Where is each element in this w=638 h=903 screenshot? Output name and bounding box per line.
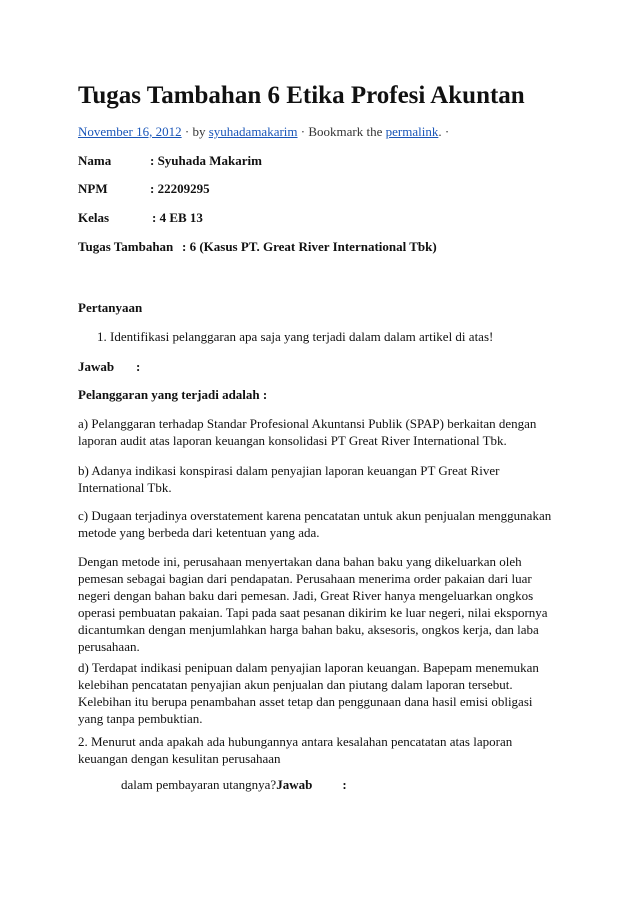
info-label: NPM [78,181,108,196]
meta-separator: · by [181,124,209,139]
info-label: Tugas Tambahan [78,239,174,254]
question-2-continued [121,776,551,793]
post-title: Tugas Tambahan 6 Etika Profesi Akuntan [78,82,525,109]
info-label: Nama [78,153,112,168]
info-value: : 6 (Kasus PT. Great River International Tbk) [182,239,437,254]
meta-separator: · Bookmark the [297,124,386,139]
answer-label-text: Jawab [78,359,115,374]
answer-label [78,358,578,375]
violation-d: d) Terdapat indikasi penipuan dalam penyajian laporan keuangan. Bapepam menemukan kelebihan pencatatan penyajian akun penjualan dan piutang dalam laporan tersebut. Kelebihan itu berupa penambahan asset tetap dan penggunaan dana hasil emisi obligasi yang tanpa pembuktian. [78,660,539,726]
author-link[interactable]: syuhadamakarim [208,124,298,139]
info-nama [78,153,262,169]
info-npm [78,181,210,197]
violations-heading: Pelanggaran yang terjadi adalah : [78,387,268,402]
meta-separator: . · [438,124,450,139]
question-1: 1. Identifikasi pelanggaran apa saja yang terjadi dalam dalam artikel di atas! [97,329,494,344]
info-tugas [78,239,437,255]
post-date-link[interactable]: November 16, 2012 [78,124,182,139]
post-meta [78,124,449,140]
answer-label-2: Jawab [276,777,313,792]
answer-colon-2: : [342,777,347,792]
info-value: : 22209295 [150,181,210,196]
violation-c-detail: Dengan metode ini, perusahaan menyertakan dana bahan baku yang dikeluarkan oleh pemesan sebagai bagian dari pendapatan. Perusahaan menerima order pakaian dari luar negeri dengan bahan baku dari pemesan. Jadi, Great River hanya mengeluarkan ongkos operasi pembuatan pakaian. Tapi pada saat pesanan dikirim ke luar negeri, nilai ekspornya dicantumkan dengan menjumlahkan harga bahan baku, aksesoris, ongkos kerja, dan laba perusahaan. [78,554,548,654]
violation-a: a) Pelanggaran terhadap Standar Profesional Akuntansi Publik (SPAP) berkaitan dengan laporan audit atas laporan keuangan konsolidasi PT Great River International Tbk. [78,416,537,448]
info-label: Kelas [78,210,110,225]
permalink-link[interactable]: permalink [385,124,439,139]
info-value: : 4 EB 13 [152,210,203,225]
violation-c: c) Dugaan terjadinya overstatement karena pencatatan untuk akun penjualan menggunakan metode yang berbeda dari ketentuan yang ada. [78,508,552,540]
info-value: : Syuhada Makarim [150,153,262,168]
violation-b: b) Adanya indikasi konspirasi dalam penyajian laporan keuangan PT Great River International Tbk. [78,463,500,495]
info-kelas [78,210,203,226]
question-2: 2. Menurut anda apakah ada hubungannya antara kesalahan pencatatan atas laporan keuangan dengan kesulitan perusahaan [78,734,513,766]
question-2-text: dalam pembayaran utangnya? [121,777,277,792]
section-heading: Pertanyaan [78,300,143,315]
answer-colon: : [136,359,141,374]
